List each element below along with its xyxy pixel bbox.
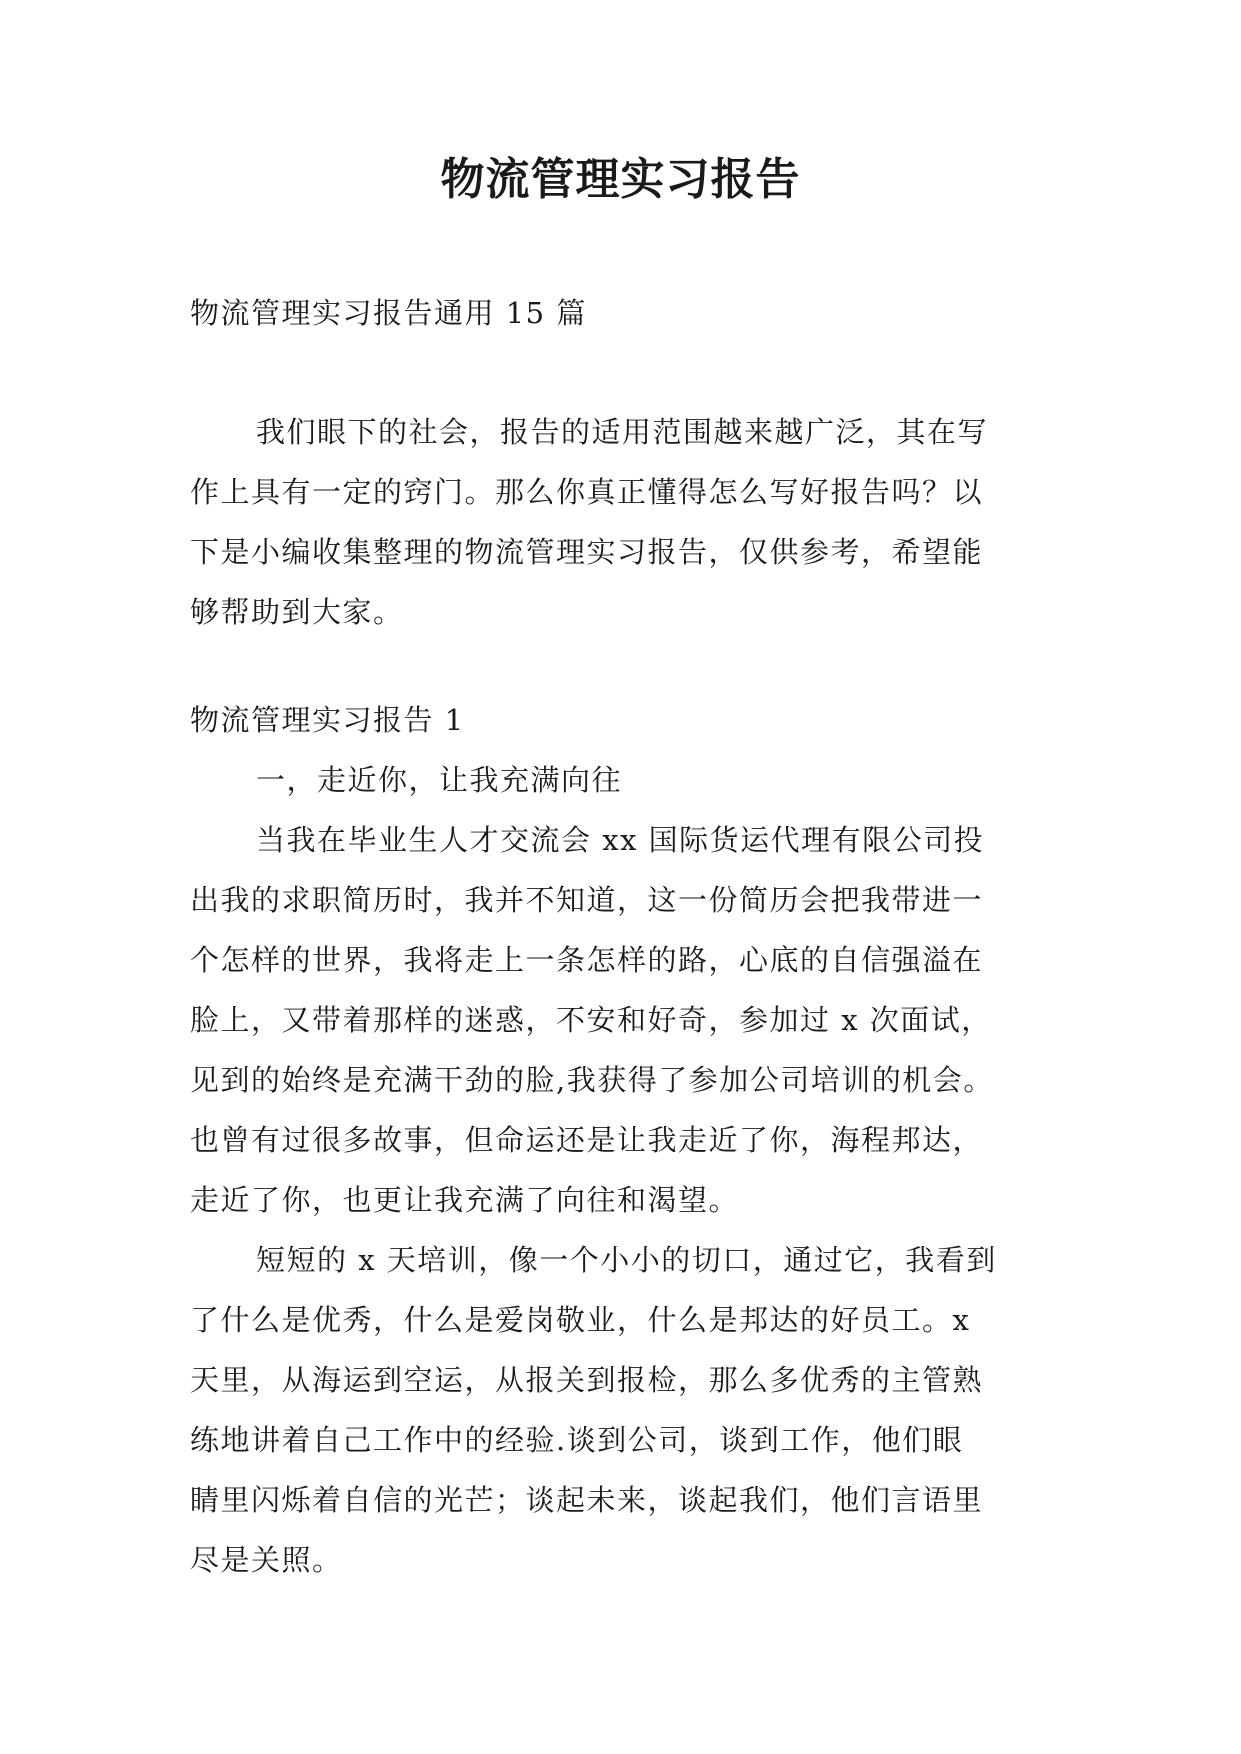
paragraph-line: 当我在毕业生人才交流会 xx 国际货运代理有限公司投 (256, 823, 985, 857)
paragraph-line: 也曾有过很多故事，但命运还是让我走近了你，海程邦达， (190, 1123, 984, 1157)
paragraph-2 (190, 1230, 1050, 1590)
paragraph-line: 睛里闪烁着自信的光芒；谈起未来，谈起我们，他们言语里 (190, 1483, 984, 1517)
paragraph-line: 天里，从海运到空运，从报关到报检，那么多优秀的主管熟 (190, 1363, 984, 1397)
paragraph-line: 下是小编收集整理的物流管理实习报告，仅供参考，希望能 (190, 535, 984, 569)
paragraph-line: 了什么是优秀，什么是爱岗敬业，什么是邦达的好员工。x (190, 1303, 971, 1337)
section-1 (190, 690, 1050, 1590)
paragraph-line: 出我的求职简历时，我并不知道，这一份简历会把我带进一 (190, 883, 984, 917)
intro-paragraph (190, 402, 1050, 642)
document-title: 物流管理实习报告 (440, 154, 801, 205)
paragraph-line: 短短的 x 天培训，像一个小小的切口，通过它，我看到 (256, 1243, 997, 1277)
paragraph-line: 练地讲着自己工作中的经验.谈到公司，谈到工作，他们眼 (190, 1423, 964, 1457)
paragraph-line: 个怎样的世界，我将走上一条怎样的路，心底的自信强溢在 (190, 943, 984, 977)
paragraph-line: 作上具有一定的窍门。那么你真正懂得怎么写好报告吗？以 (190, 475, 984, 509)
paragraph-line: 走近了你，也更让我充满了向往和渴望。 (190, 1183, 740, 1217)
subtitle-text: 物流管理实习报告通用 15 篇 (190, 296, 587, 330)
paragraph-line: 够帮助到大家。 (190, 595, 404, 629)
document-subtitle (190, 283, 1050, 343)
paragraph-line: 见到的始终是充满干劲的脸,我获得了参加公司培训的机会。 (190, 1063, 994, 1097)
section-subheading: 一，走近你，让我充满向往 (256, 763, 623, 797)
paragraph-line: 尽是关照。 (190, 1543, 343, 1577)
paragraph-line: 我们眼下的社会，报告的适用范围越来越广泛，其在写 (256, 415, 989, 449)
paragraph-line: 脸上，又带着那样的迷惑，不安和好奇，参加过 x 次面试， (190, 1003, 992, 1037)
section-heading: 物流管理实习报告 1 (190, 703, 465, 737)
paragraph-1 (190, 810, 1050, 1230)
